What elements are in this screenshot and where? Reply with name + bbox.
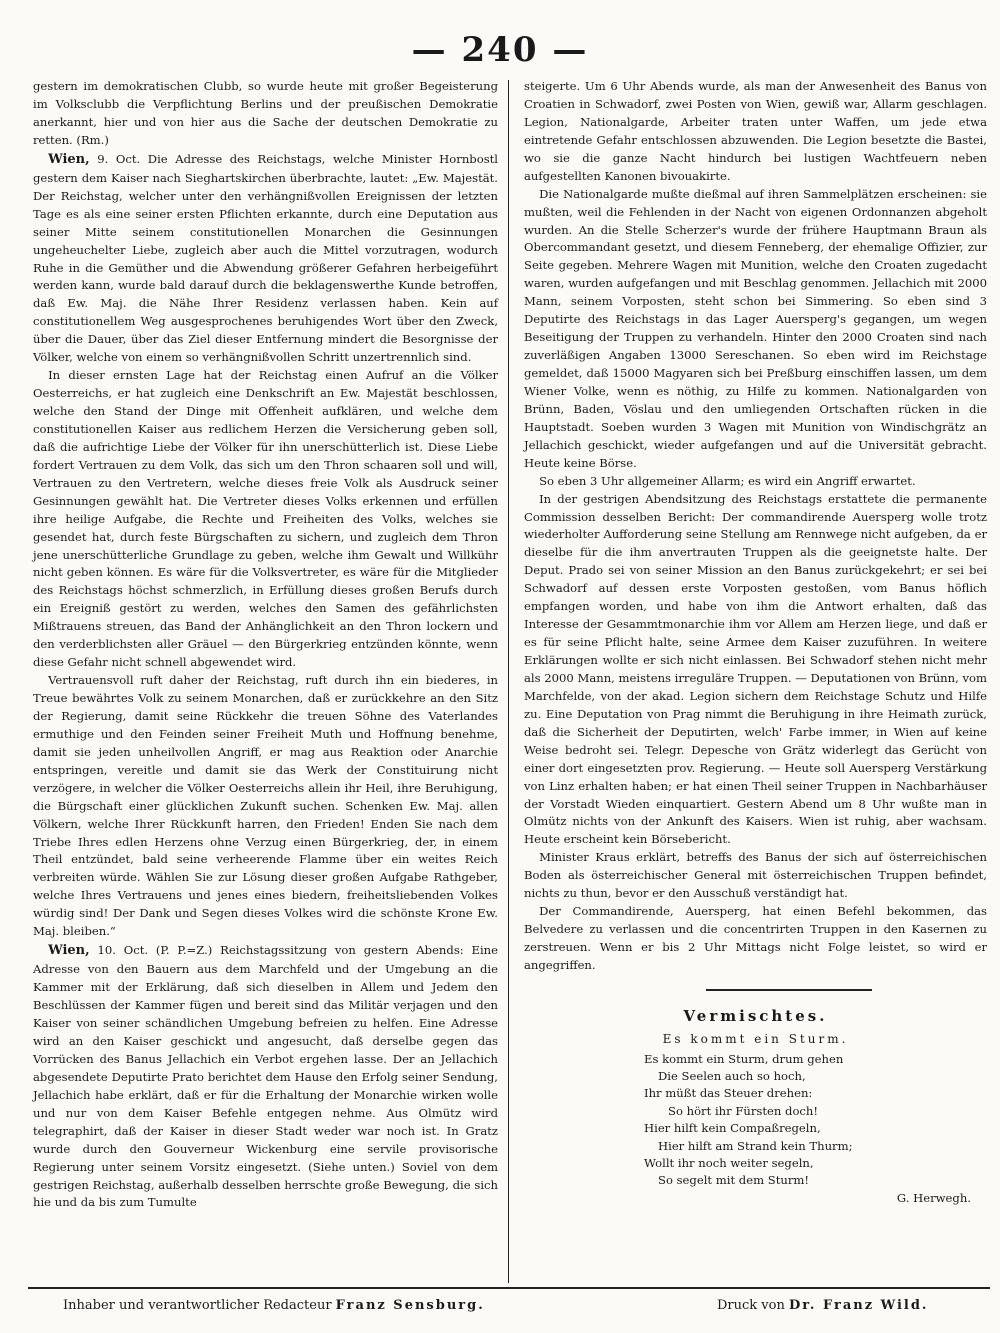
article-paragraph: steigerte. Um 6 Uhr Abends wurde, als man der Anwesenheit des Banus von Croatien in Schwadorf, zwei Posten von Wien, gewiß war, Allarm geschlagen. Legion, Nationalgarde, Arbeiter traten unter Waffen, um jede etwa eintretende Gefahr entschlossen abzuwenden. Die Legion besetzte die Bastei, wo sie die ganze Nacht hindurch bei lustigen Wachtfeuern neben aufgestellten Kanonen bivouakirte. bbox=[524, 79, 987, 183]
article-paragraph: Minister Kraus erklärt, betreffs des Banus der sich auf österreichischen Boden als österreichischer General mit österreichischen Truppen befindet, nichts zu thun, bevor er den Ausschuß verständigt hat. bbox=[524, 850, 987, 901]
poem bbox=[644, 1051, 987, 1190]
footer-printer-label: Druck von bbox=[717, 1298, 785, 1313]
article-paragraph bbox=[33, 941, 498, 1212]
dateline-place: Wien, bbox=[48, 151, 90, 167]
footer-printer-name: Dr. Franz Wild. bbox=[788, 1298, 929, 1313]
footer-editor bbox=[63, 1298, 485, 1313]
column-divider bbox=[508, 80, 509, 1283]
poem-line: So hört ihr Fürsten doch! bbox=[668, 1103, 819, 1118]
article-paragraph bbox=[33, 150, 498, 367]
footer-rule bbox=[28, 1287, 990, 1289]
section-title: Vermischtes. bbox=[683, 1006, 828, 1025]
article-paragraph: In dieser ernsten Lage hat der Reichstag einen Aufruf an die Völker Oesterreichs, er hat zugleich eine Denkschrift an Ew. Majestät beschlossen, welche den Stand der Dinge mit Offenheit aufklären, und welche dem constitutionellen Kaiser aus redlichem Herzen die Versicherung geben soll, daß die aufrichtige Liebe der Völker für ihn unerschütterlich ist. Diese Liebe fordert Vertrauen zu dem Volk, das sich um den Thron schaaren soll und will, Vertrauen zu den Vertretern, welche dieses freie Volk als Ausdruck seiner Gesinnungen gewählt hat. Die Vertreter dieses Volks erkennen und erfüllen ihre heilige Aufgabe, die Rechte und Freiheiten des Volks, welches sie gesendet hat, durch feste Bürgschaften zu sichern, und zugleich dem Thron jene unerschütterliche Grundlage zu geben, welche ihm Gewalt und Willkühr nicht geben können. Es wäre für die Volksvertreter, es wäre für die Mitglieder des Reichstags höchst schmerzlich, in Erfüllung dieses großen Berufs durch ein Ereigniß gestört zu werden, welches den Samen des gefährlichsten Mißtrauens streuen, das Band der Anhänglichkeit an den Thron lockern und den verderblichsten aller Gräuel — den Bürgerkrieg entzünden könnte, wenn diese Gefahr nicht schnell abgewendet wird. bbox=[33, 368, 498, 670]
poem-title: Es kommt ein Sturm. bbox=[662, 1032, 849, 1047]
section-separator bbox=[706, 989, 872, 991]
article-text: Die Adresse des Reichstags, welche Minister Hornbostl gestern dem Kaiser nach Sieghartskirchen überbrachte, lautet: „Ew. Majestät. Der Reichstag, welcher unter den verhängnißvollen Ereignissen der letzten Tage es als eine seiner ersten Pflichten erkannte, durch eine Deputation aus seiner Mitte seinem constitutionellen Monarchen die Gesinnungen ungeheuchelter Liebe, zugleich aber auch die Mittel vorzutragen, wodurch Ruhe in die Gemüther und die Abwendung größerer Gefahren herbeigeführt werden kann, wurde bald darauf durch die beklagenswerthe Kunde betroffen, daß Ew. Maj. die Nähe Ihrer Residenz verlassen haben. Kein auf constitutionellem Weg ausgesprochenes beruhigendes Wort über den Zweck, über die Dauer, über das Ziel dieser Entfernung mindert die Besorgnisse der Völker, welche von einem so verhängnißvollen Schritt unzertrennlich sind. bbox=[33, 151, 499, 365]
dateline-date: 9. Oct. bbox=[97, 151, 141, 166]
article-paragraph: Der Commandirende, Auersperg, hat einen Befehl bekommen, das Belvedere zu verlassen und die concentrirten Truppen in den Kasernen zu zerstreuen. Wenn er bis 2 Uhr Mittags nicht Folge leistet, so wird er angegriffen. bbox=[524, 904, 987, 972]
article-paragraph: gestern im demokratischen Clubb, so wurde heute mit großer Begeisterung im Volksclubb die Verpflichtung Berlins und der preußischen Demokratie anerkannt, hier und von hier aus die Sache der deutschen Demokratie zu retten. (Rm.) bbox=[33, 79, 498, 147]
article-text: Reichstagssitzung von gestern Abends: Eine Adresse von den Bauern aus dem Marchfeld und der Umgebung an die Kammer mit der Erklärung, daß sich dieselben in Allem und Jedem den Beschlüssen der Kammer fügen und bereit sind das Militär verjagen und den Kaiser von seiner schändlichen Umgebung befreien zu helfen. Eine Adresse wird an den Kaiser geschickt und angesucht, daß derselbe gegen das Vorrücken des Banus Jellachich ein Verbot ergehen lasse. Der an Jellachich abgesendete Deputirte Prato berichtet dem Hause den Erfolg seiner Sendung, Jellachich habe erklärt, daß er für die Erhaltung der Monarchie wirken wolle und nur von dem Kaiser Befehle entgegen nehme. Aus Olmütz wird telegraphirt, daß der Kaiser in dieser Stadt weder war noch ist. In Gratz wurde durch den Gouverneur Wickenburg eine servile provisorische Regierung unter seinem Vorsitz eingesetzt. (Siehe unten.) Soviel von dem gestrigen Reichstag, außerhalb desselben herrschte große Bewegung, die sich hie und da bis zum Tumulte bbox=[33, 943, 499, 1210]
page-number: — 240 — bbox=[411, 30, 589, 70]
footer-editor-name: Franz Sensburg. bbox=[335, 1298, 485, 1313]
poem-line: Hier hilft kein Compaßregeln, bbox=[644, 1121, 821, 1136]
poem-line: Die Seelen auch so hoch, bbox=[658, 1069, 806, 1084]
poem-line: Hier hilft am Strand kein Thurm; bbox=[658, 1138, 853, 1153]
right-column bbox=[524, 78, 987, 1208]
poem-line: Ihr müßt das Steuer drehen: bbox=[644, 1086, 813, 1101]
dateline-date: 10. Oct. (P. P.=Z.) bbox=[97, 943, 213, 958]
footer-printer bbox=[717, 1298, 928, 1313]
poem-author: G. Herwegh. bbox=[896, 1190, 971, 1205]
article-paragraph: Die Nationalgarde mußte dießmal auf ihren Sammelplätzen erscheinen: sie mußten, weil die Fehlenden in der Nacht von eigenen Ordonnanzen abgeholt wurden. An die Stelle Scherzer's wurde der frühere Hauptmann Braun als Obercommandant gesetzt, und diesem Fenneberg, der ehemalige Offizier, zur Seite gegeben. Mehrere Wagen mit Munition, welche den Croaten zugedacht waren, wurden aufgefangen und mit Beschlag genommen. Jellachich mit 2000 Mann, seinem Vorposten, steht schon bei Simmering. So eben sind 3 Deputirte des Reichstags in das Lager Auersperg's gegangen, um wegen Beseitigung der Truppen zu verhandeln. Hinter den 2000 Croaten sind nach zuverläßigen Angaben 13000 Sereschanen. So eben wird im Reichstage gemeldet, daß 15000 Magyaren sich bei Preßburg einschiffen lassen, um dem Wiener Volke, wenn es nöthig, zu Hilfe zu kommen. Nationalgarden von Brünn, Baden, Vöslau und den umliegenden Ortschaften rücken in die Hauptstadt. Soeben wurden 3 Wagen mit Munition von Windischgrätz an Jellachich geschickt, wieder aufgefangen und auf die Universität gebracht. Heute keine Börse. bbox=[524, 186, 987, 470]
poem-line: Es kommt ein Sturm, drum gehen bbox=[644, 1051, 844, 1066]
dateline-place: Wien, bbox=[48, 943, 90, 959]
poem-line: Wollt ihr noch weiter segeln, bbox=[644, 1156, 814, 1170]
poem-line: So segelt mit dem Sturm! bbox=[658, 1173, 810, 1188]
article-paragraph: Vertrauensvoll ruft daher der Reichstag, ruft durch ihn ein biederes, in Treue bewährtes Volk zu seinem Monarchen, daß er zurückkehre an den Sitz der Regierung, damit seine Rückkehr die treuen Söhne des Vaterlandes ermuthige und den Feinden seiner Freiheit Muth und Hoffnung benehme, damit sie jeden unheilvollen Angriff, er mag aus Reaktion oder Anarchie entspringen, vereitle und damit sie das Werk der Constituirung nicht verzögere, in welcher die Völker Oesterreichs allein ihr Heil, ihre Beruhigung, die Bürgschaft einer glücklichen Zukunft suchen. Schenken Ew. Maj. allen Völkern, welche Ihrer Rückkunft harren, den Frieden! Enden Sie nach dem Triebe Ihres edlen Herzens ohne Verzug einen Bürgerkrieg, der, in einem Theil entzündet, bald seine verheerende Flamme über ein weites Reich verbreiten würde. Wählen Sie zur Lösung dieser großen Aufgabe Rathgeber, welche Ihres Vertrauens und jenes eines biedern, freiheitsliebenden Volkes würdig sind! Der Dank und Segen dieses Volkes wird die schönste Krone Ew. Maj. bleiben.“ bbox=[33, 673, 498, 939]
article-paragraph: In der gestrigen Abendsitzung des Reichstags erstattete die permanente Commission desselben Bericht: Der commandirende Auersperg wolle trotz wiederholter Aufforderung seine Stellung am Rennwege nicht aufgeben, da er dieselbe für die ihm anvertrauten Truppen als die geeignetste halte. Der Deput. Prado sei von seiner Mission an den Banus zurückgekehrt; er sei bei Schwadorf auf dessen erste Vorposten gestoßen, vom Banus höflich empfangen worden, und habe von ihm die Antwort erhalten, daß das Interesse der Gesammtmonarchie ihm vor Allem am Herzen liege, und daß er es für seine Pflicht halte, seine Armee dem Kaiser zuzuführen. In weitere Erklärungen wollte er sich nicht einlassen. Bei Schwadorf stehen nicht mehr als 2000 Mann, meistens irreguläre Truppen. — Deputationen von Brünn, vom Marchfelde, von der akad. Legion sichern dem Reichstage Schutz und Hilfe zu. Eine Deputation von Prag nimmt die Beruhigung in ihre Heimath zurück, daß die Sicherheit der Deputirten, welch' Farbe immer, in Wien auf keine Weise bedroht sei. Telegr. Depesche von Grätz widerlegt das Gerücht von einer dort eingesetzten prov. Regierung. — Heute soll Auersperg Verstärkung von Linz erhalten haben; er hat einen Theil seiner Truppen in Nachbarhäuser der Vorstadt Wieden einquartiert. Gestern Abend um 8 Uhr wußte man in Olmütz nichts von der Ankunft des Kaisers. Wien ist ruhig, aber wachsam. Heute erscheint kein Börsebericht. bbox=[524, 491, 987, 847]
article-paragraph: So eben 3 Uhr allgemeiner Allarm; es wird ein Angriff erwartet. bbox=[539, 473, 916, 488]
footer-editor-label: Inhaber und verantwortlicher Redacteur bbox=[63, 1298, 332, 1313]
left-column bbox=[33, 78, 498, 1212]
